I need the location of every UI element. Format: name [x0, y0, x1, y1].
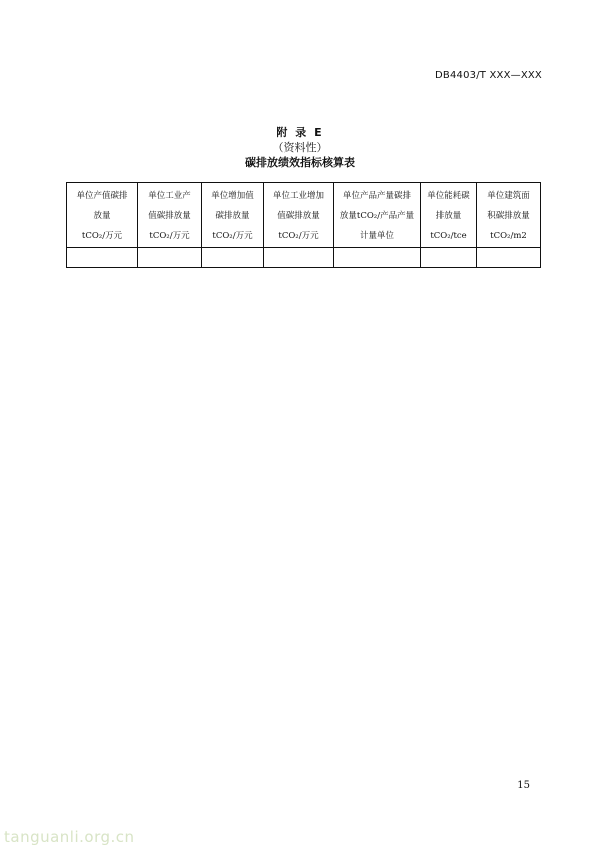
- header-line: 值碳排放量: [148, 211, 191, 221]
- table-cell: [264, 248, 334, 268]
- table-cell: [421, 248, 477, 268]
- appendix-title: 附 录 E: [276, 126, 324, 139]
- table-header-row: [67, 183, 541, 248]
- table-cell: [477, 248, 541, 268]
- header-line: tCO₂/m2: [490, 231, 527, 241]
- header-cell: [477, 183, 541, 248]
- header-line: tCO₂/tce: [430, 231, 467, 241]
- site-watermark: tanguanli.org.cn: [4, 828, 135, 846]
- table-cell: [67, 248, 138, 268]
- document-code: DB4403/T XXX—XXX: [435, 70, 542, 81]
- header-line: 计量单位: [359, 231, 394, 241]
- table-cell: [334, 248, 421, 268]
- header-line: 单位工业增加: [272, 191, 324, 201]
- header-line: tCO₂/万元: [81, 231, 123, 241]
- header-line: 放量: [93, 211, 111, 221]
- page-number: 15: [517, 780, 530, 791]
- appendix-nature: （资料性）: [272, 141, 328, 154]
- header-line: tCO₂/万元: [212, 231, 253, 241]
- carbon-performance-table: [66, 182, 541, 268]
- header-line: tCO₂/万元: [149, 231, 190, 241]
- header-cell: [334, 183, 421, 248]
- header-line: 单位能耗碳: [427, 191, 470, 201]
- header-line: 单位产品产量碳排: [342, 191, 411, 201]
- appendix-heading: [0, 125, 600, 170]
- header-cell: [67, 183, 138, 248]
- table-cell: [138, 248, 202, 268]
- header-cell: [264, 183, 334, 248]
- header-line: 单位建筑面: [487, 191, 530, 201]
- header-line: 积碳排放量: [487, 211, 530, 221]
- table-title: 碳排放绩效指标核算表: [245, 156, 355, 169]
- header-line: 单位产值碳排: [76, 191, 128, 201]
- header-cell: [421, 183, 477, 248]
- header-line: 排放量: [435, 211, 462, 221]
- header-line: 放量tCO₂/产品产量: [339, 211, 415, 221]
- header-line: 值碳排放量: [277, 211, 320, 221]
- header-cell: [138, 183, 202, 248]
- header-line: tCO₂/万元: [278, 231, 319, 241]
- header-line: 单位工业产: [148, 191, 191, 201]
- header-line: 碳排放量: [215, 211, 250, 221]
- table-cell: [202, 248, 264, 268]
- header-line: 单位增加值: [211, 191, 254, 201]
- header-cell: [202, 183, 264, 248]
- table-row: [67, 248, 541, 268]
